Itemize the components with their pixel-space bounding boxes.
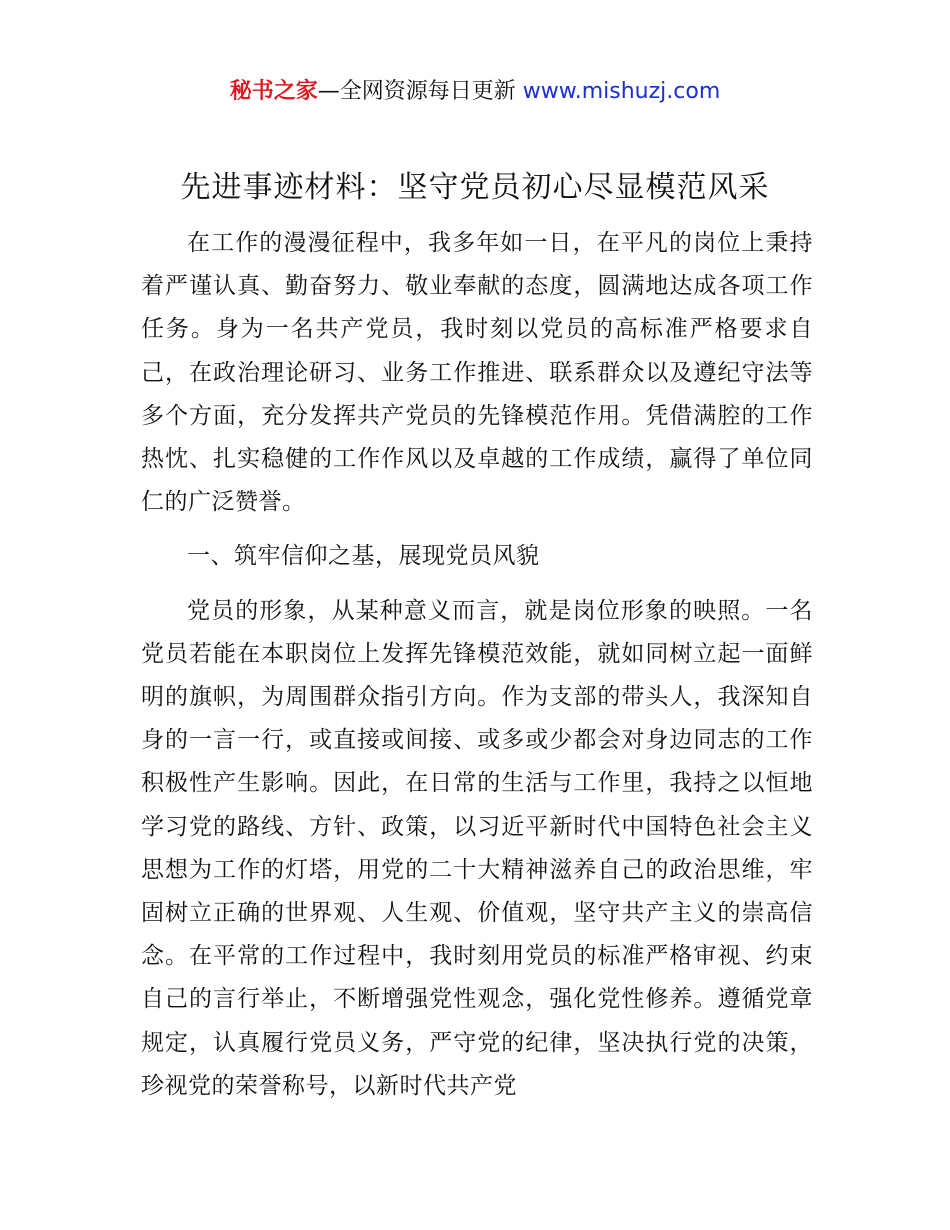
document-body [141,222,813,1108]
paragraph-section-1: 党员的形象，从某种意义而言，就是岗位形象的映照。一名党员若能在本职岗位上发挥先锋模范效能，就如同树立起一面鲜明的旗帜，为周围群众指引方向。作为支部的带头人，我深知自身的一言一行，或直接或间接、或多或少都会对身边同志的工作积极性产生影响。因此，在日常的生活与工作里，我持之以恒地学习党的路线、方针、政策，以习近平新时代中国特色社会主义思想为工作的灯塔，用党的二十大精神滋养自己的政治思维，牢固树立正确的世界观、人生观、价值观，坚守共产主义的崇高信念。在平常的工作过程中，我时刻用党员的标准严格审视、约束自己的言行举止，不断增强党性观念，强化党性修养。遵循党章规定，认真履行党员义务，严守党的纪律，坚决执行党的决策，珍视党的荣誉称号，以新时代共产党 [141,597,813,1099]
site-url-link[interactable]: www.mishuzj.com [522,79,721,104]
paragraph-intro: 在工作的漫漫征程中，我多年如一日，在平凡的岗位上秉持着严谨认真、勤奋努力、敬业奉献的态度，圆满地达成各项工作任务。身为一名共产党员，我时刻以党员的高标准严格要求自己，在政治理论研习、业务工作推进、联系群众以及遵纪守法等多个方面，充分发挥共产党员的先锋模范作用。凭借满腔的工作热忱、扎实稳健的工作作风以及卓越的工作成绩，赢得了单位同仁的广泛赞誉。 [141,230,813,516]
site-tagline: —全网资源每日更新 [317,79,523,104]
document-title: 先进事迹材料：坚守党员初心尽显模范风采 [180,170,770,205]
site-header [0,76,950,108]
site-brand: 秘书之家 [229,79,318,104]
section-heading-1: 一、筑牢信仰之基，展现党员风貌 [187,543,540,570]
